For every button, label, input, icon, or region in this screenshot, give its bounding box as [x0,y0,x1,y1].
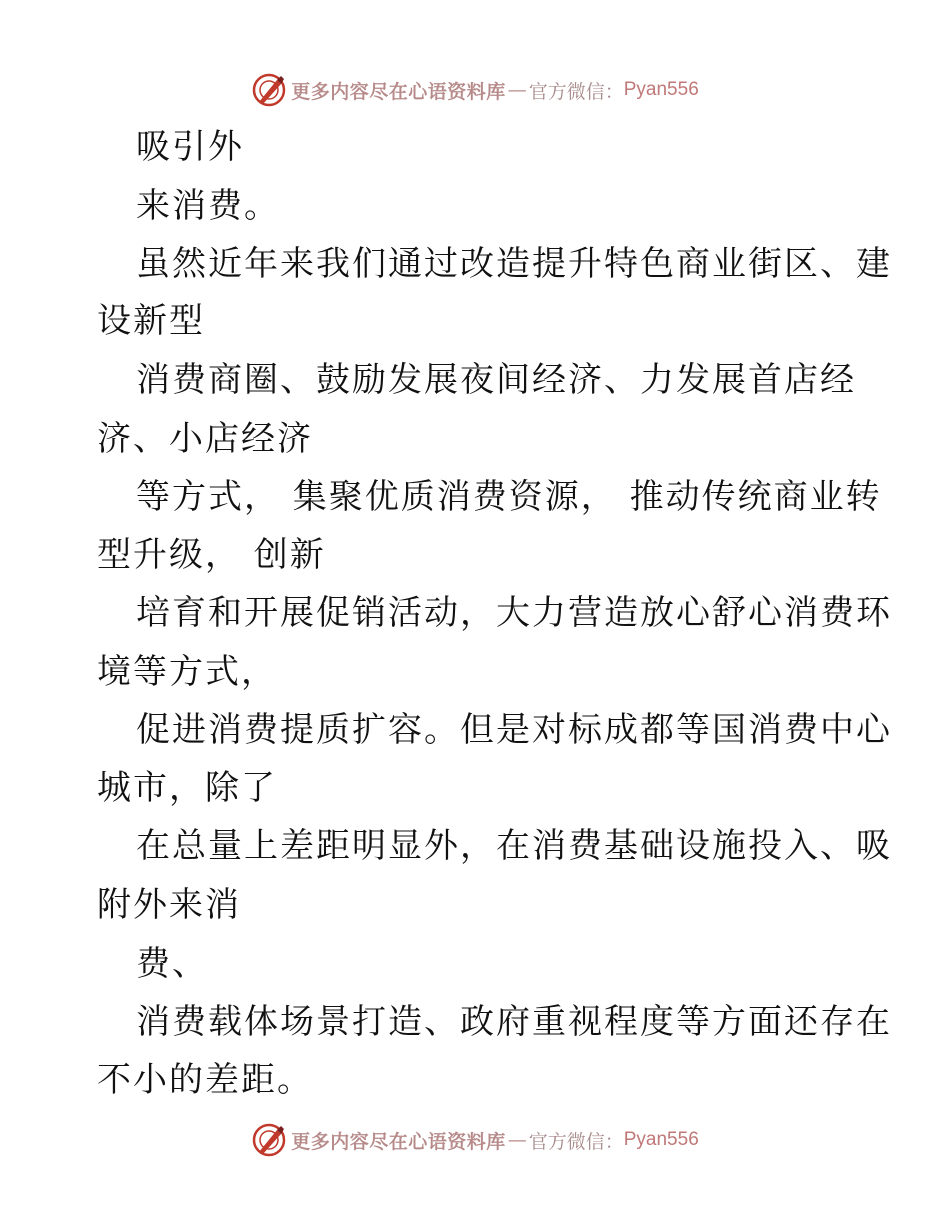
watermark-site-text: 更多内容尽在心语资料库 [291,1130,506,1153]
watermark-official-label: 官方微信： [528,1130,624,1153]
text-line: 促进消费提质扩容。但是对标成都等国消费中心 [136,710,892,750]
text-line: 吸引外 [136,127,244,167]
text-line: 消费商圈、鼓励发展夜间经济、力发展首店经 [136,360,856,400]
text-line: 虽然近年来我们通过改造提升特色商业街区、建 [136,244,892,284]
text-line: 不小的差距。 [97,1060,313,1100]
text-line: 培育和开展促销活动，大力营造放心舒心消费环 [136,593,892,633]
watermark-separator: — [507,79,527,101]
watermark-wechat-id: Pyan556 [623,1129,699,1150]
text-line: 来消费。 [136,186,280,226]
text-line: 济、小店经济 [97,419,313,459]
text-line: 消费载体场景打造、政府重视程度等方面还存在 [136,1002,892,1042]
watermark-site-text: 更多内容尽在心语资料库 [291,80,506,103]
watermark-separator: — [507,1129,527,1151]
text-line: 等方式， 集聚优质消费资源， 推动传统商业转 [136,477,882,517]
pen-logo-icon [251,72,287,108]
text-line: 附外来消 [97,885,241,925]
text-line: 境等方式， [97,652,277,692]
pen-logo-icon [251,1122,287,1158]
watermark-official-label: 官方微信： [528,80,624,103]
watermark-wechat-id: Pyan556 [623,79,699,100]
text-line: 费、 [136,944,208,984]
footer-watermark [0,1120,950,1160]
text-line: 型升级， 创新 [97,535,326,575]
text-line: 设新型 [97,301,205,341]
text-line: 在总量上差距明显外，在消费基础设施投入、吸 [136,826,892,866]
header-watermark [0,70,950,110]
text-line: 城市，除了 [97,768,277,808]
